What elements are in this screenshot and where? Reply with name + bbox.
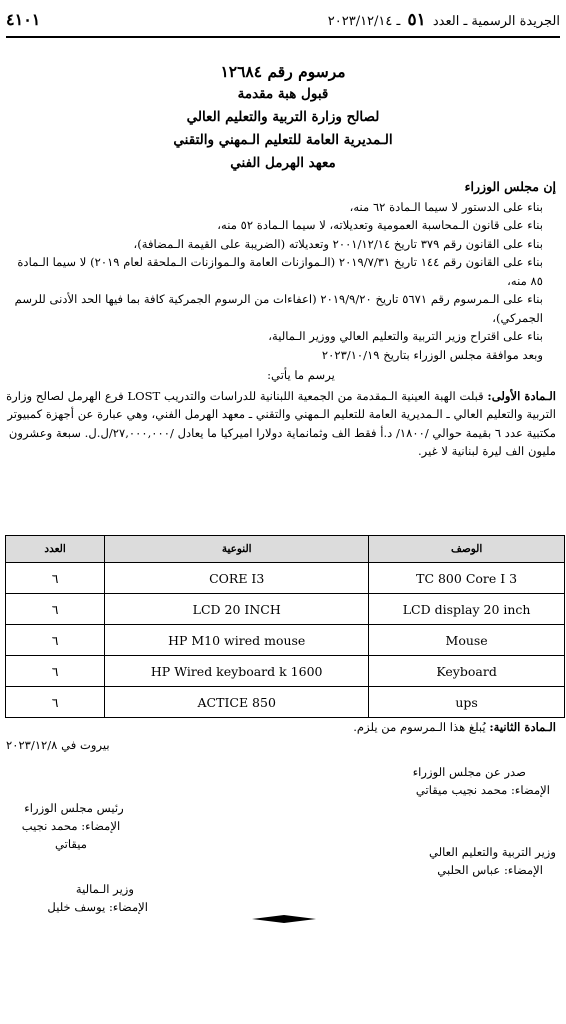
decree-institute: معهد الهرمل الفني [230,155,336,171]
decree-directorate: الـمديرية العامة للتعليم الـمهني والتقني [173,132,393,148]
article-1 [6,387,556,461]
cell-type: LCD 20 INCH [105,594,369,625]
place-date: بيروت في ٢٠٢٣/١٢/٨ [6,738,110,752]
edu-title: وزير التربية والتعليم العالي [428,845,556,859]
cell-type: HP Wired keyboard k 1600 [105,656,369,687]
cell-type: CORE I3 [105,563,369,594]
issued-signature: الإمضاء: محمد نجيب ميقاتي [415,783,550,797]
preamble-item: بناء على الدستور لا سيما الـمادة ٦٢ منه، [349,199,543,214]
article-1-label: الـمادة الأولى: [487,388,556,403]
journal-name: الجريدة الرسمية ـ العدد [432,14,560,29]
donation-items-table [5,535,565,718]
column-header-description: الوصف [369,536,565,563]
table-row [6,656,565,687]
cell-description: ups [369,687,565,718]
cell-description: LCD display 20 inch [369,594,565,625]
page-header [6,6,560,34]
cell-quantity: ٦ [6,625,105,656]
column-header-quantity: العدد [6,536,105,563]
journal-issue-line [328,10,560,30]
issued-signature-block [413,763,550,799]
decree-body [6,178,556,461]
table-row [6,625,565,656]
cell-description: Keyboard [369,656,565,687]
table-row [6,563,565,594]
end-ornament [252,912,316,926]
decrees-line: يرسم ما يأتي: [267,368,335,382]
cell-quantity: ٦ [6,687,105,718]
cell-quantity: ٦ [6,563,105,594]
decree-beneficiary: لصالح وزارة التربية والتعليم العالي [186,109,380,125]
cell-description: Mouse [369,625,565,656]
pm-signature: الإمضاء: محمد نجيب ميقاتي [21,819,121,851]
decree-subject: قبول هبة مقدمة [237,86,329,102]
preamble-item: بناء على اقتراح وزير التربية والتعليم العالي ووزير الـمالية، [268,329,543,343]
prime-minister-signature-block [6,799,136,853]
fin-signature: الإمضاء: يوسف خليل [47,900,148,914]
page-number: ٤١٠١ [6,10,41,29]
finance-minister-signature-block [38,880,148,916]
preamble-item: بناء على القانون رقم ١٤٤ تاريخ ٢٠١٩/٧/٣١ (الـموازنات العامة والـموازنات الـملحقة لعام ٢٠١٩) لا سيما الـمادة ٨٥ منه، [17,255,543,288]
council-heading: إن مجلس الوزراء [464,179,556,194]
pm-title: رئيس مجلس الوزراء [24,801,124,815]
table-row [6,687,565,718]
edu-signature: الإمضاء: عباس الحلبي [437,863,543,877]
cell-quantity: ٦ [6,594,105,625]
fin-title: وزير الـمالية [75,882,134,896]
preamble-item: بناء على قانون الـمحاسبة العمومية وتعديلاته، لا سيما الـمادة ٥٢ منه، [217,218,543,232]
issue-number: ٥١ [407,10,426,30]
decree-titles [0,60,566,175]
article-2 [353,718,556,736]
header-rule [6,36,560,38]
preamble-item: بناء على القانون رقم ٣٧٩ تاريخ ٢٠٠١/١٢/١٤ وتعديلاته (الضريبة على القيمة الـمضافة)، [133,236,543,251]
article-1-text: قبلت الهبة العينية الـمقدمة من الجمعية اللبنانية للدراسات والتدريب LOST فرع الهرمل لصالح وزارة التربية والتعليم العالي ـ الـمديرية العامة للتعليم الـمهني والتقني ـ معهد الهرمل الفني، وهي عبارة عن أجهزة كمبيوتر مكتبية عدد ٦ بقيمة حوالي /١٨٠٠/ د.أ فقط الف وثمانماية دولارا اميركيا ما يعادل /٢٧,٠٠٠,٠٠٠/ل.ل. سبعة وعشرون مليون الف ليرة لبنانية لا غير. [6,388,556,458]
preamble-item: بناء على الـمرسوم رقم ٥٦٧١ تاريخ ٢٠١٩/٩/٢٠ (اعفاءات من الرسوم الجمركية كافة بما فيها الحد الأدنى للرسم الجمركي)، [14,292,543,325]
cell-quantity: ٦ [6,656,105,687]
cell-description: TC 800 Core I 3 [369,563,565,594]
issue-date: ـ ٢٠٢٣/١٢/١٤ [327,14,401,29]
article-2-text: يُبلغ هذا الـمرسوم من يلزم. [353,720,486,734]
decree-number: مرسوم رقم ١٢٦٨٤ [220,62,346,81]
cell-type: HP M10 wired mouse [105,625,369,656]
cell-type: ACTICE 850 [105,687,369,718]
preamble-item: وبعد موافقة مجلس الوزراء بتاريخ ٢٠٢٣/١٠/١٩ [321,347,543,362]
column-header-type: النوعية [105,536,369,563]
article-2-label: الـمادة الثانية: [489,720,556,734]
table-header-row [6,536,565,563]
table-row [6,594,565,625]
education-minister-signature-block [429,843,556,879]
issued-title: صدر عن مجلس الوزراء [412,765,526,779]
